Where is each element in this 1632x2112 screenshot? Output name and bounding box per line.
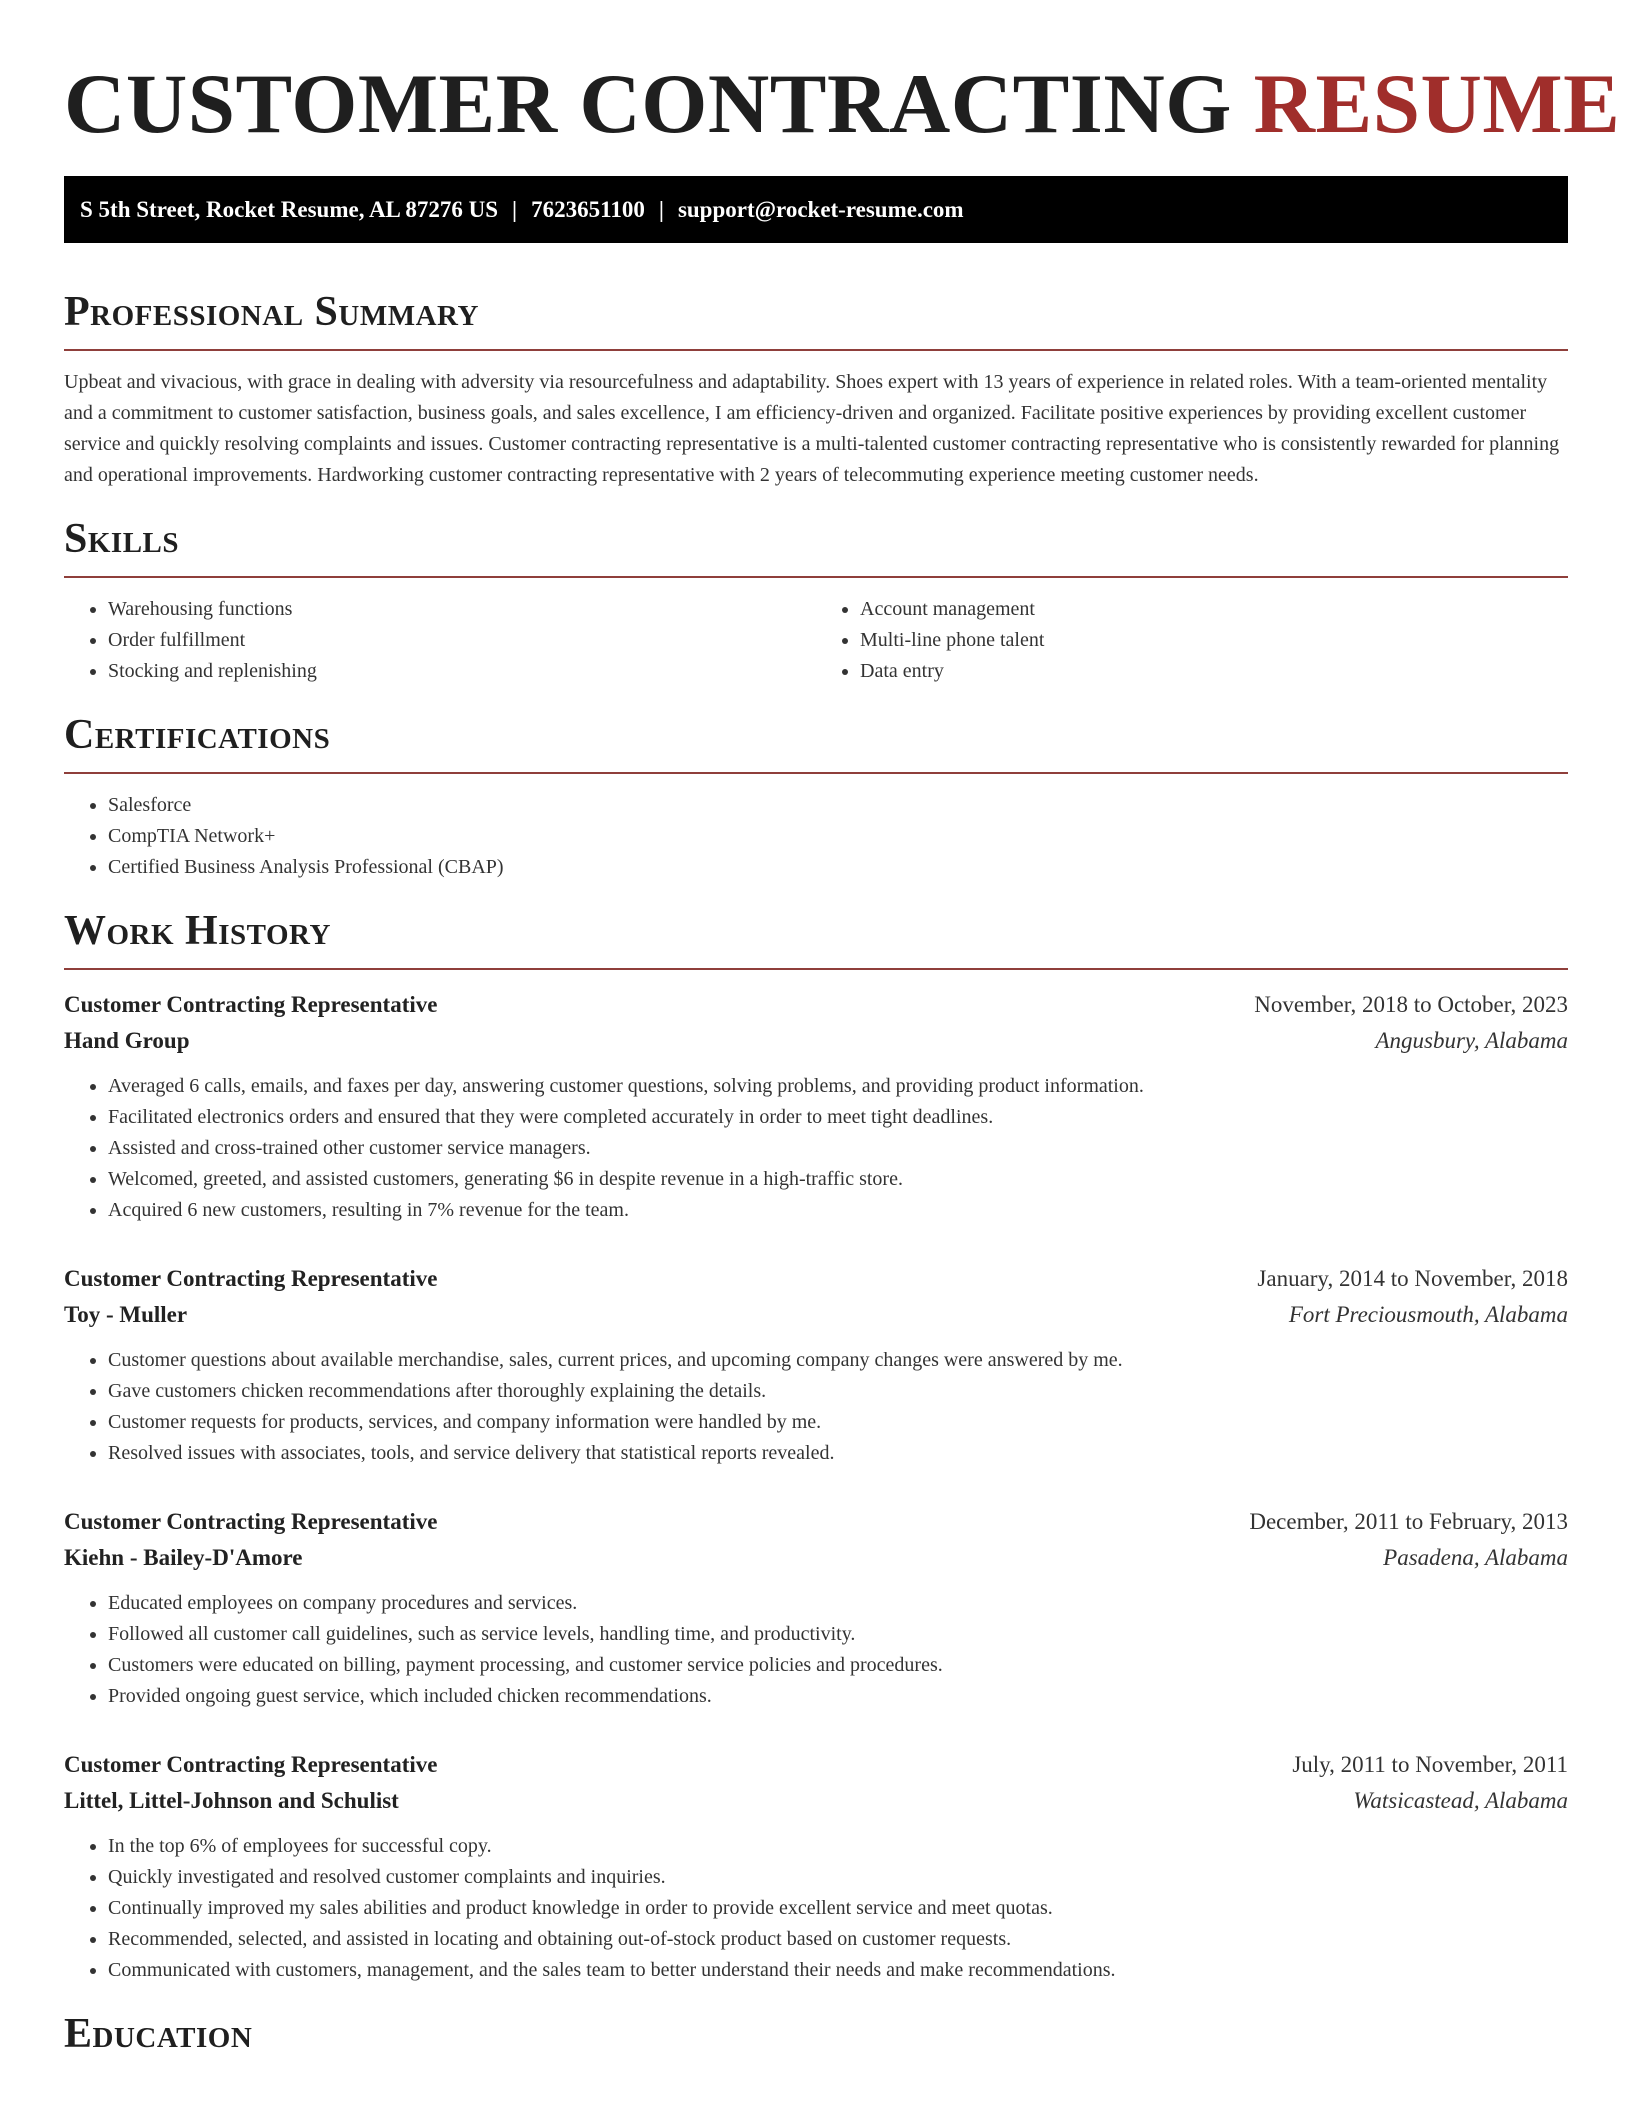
job-duty: • Provided ongoing guest service, which included chicken recommendations. (108, 1681, 1568, 1712)
job-duty: • Facilitated electronics orders and ensured that they were completed accurately in order to meet tight deadlines. (108, 1102, 1568, 1133)
certifications-list (64, 790, 1568, 883)
job-location: Pasadena, Alabama (1383, 1545, 1568, 1570)
job-duty: • Assisted and cross-trained other customer service managers. (108, 1133, 1568, 1164)
job-title: Customer Contracting Representative (64, 1509, 438, 1534)
job-location: Watsicastead, Alabama (1353, 1788, 1568, 1813)
skills-list-right (816, 594, 1568, 687)
job-duties-list (64, 1831, 1568, 1986)
job-duty: • Customer requests for products, services, and company information were handled by me. (108, 1407, 1568, 1438)
certification-item: • Certified Business Analysis Professional (CBAP) (108, 852, 1568, 883)
summary-section (64, 288, 1568, 491)
section-divider (64, 968, 1568, 970)
job-subheader (64, 1023, 1568, 1059)
contact-phone[interactable]: 7623651100 (531, 197, 645, 222)
skills-list-left (64, 594, 816, 687)
job-dates: November, 2018 to October, 2023 (1254, 992, 1568, 1017)
skill-item: • Account management (860, 594, 1568, 625)
job-duty: • Gave customers chicken recommendations after thoroughly explaining the details. (108, 1376, 1568, 1407)
section-heading-skills: Skills (64, 516, 180, 562)
job-duties-list (64, 1345, 1568, 1469)
contact-separator: | (658, 197, 664, 222)
summary-text: Upbeat and vivacious, with grace in dealing with adversity via resourcefulness and adaptability. Shoes expert with 13 years of experience in related roles. With a team-oriented mentality and a commitment to customer satisfaction, business goals, and sales excellence, I am efficiency-driven and organized. Facilitate positive experiences by providing excellent customer service and quickly resolving complaints and issues. Customer contracting representative is a multi-talented customer contracting representative who is consistently rewarded for planning and operational improvements. Hardworking customer contracting representative with 2 years of telecommuting experience meeting customer needs. (64, 371, 1560, 486)
job-subheader (64, 1297, 1568, 1333)
job-duty: • Resolved issues with associates, tools, and service delivery that statistical reports revealed. (108, 1438, 1568, 1469)
job-title: Customer Contracting Representative (64, 1266, 438, 1291)
job-duty: • Followed all customer call guidelines, such as service levels, handling time, and productivity. (108, 1619, 1568, 1650)
contact-bar (64, 176, 1568, 243)
job-duties-list (64, 1588, 1568, 1712)
skill-item: • Multi-line phone talent (860, 625, 1568, 656)
section-divider (64, 772, 1568, 774)
section-divider (64, 349, 1568, 351)
education-section (64, 2010, 1568, 2058)
job-company: Hand Group (64, 1028, 190, 1053)
skill-item: • Data entry (860, 656, 1568, 687)
section-heading-education: Education (64, 2011, 253, 2057)
job-company: Littel, Littel-Johnson and Schulist (64, 1788, 399, 1813)
job-entry (64, 1504, 1568, 1712)
contact-address: S 5th Street, Rocket Resume, AL 87276 US (80, 197, 499, 222)
job-header (64, 1747, 1568, 1783)
section-heading-work-history: Work History (64, 908, 331, 954)
title-main: CUSTOMER CONTRACTING (64, 57, 1232, 151)
skill-item: • Warehousing functions (108, 594, 816, 625)
job-duty: • In the top 6% of employees for successful copy. (108, 1831, 1568, 1862)
job-company: Kiehn - Bailey-D'Amore (64, 1545, 303, 1570)
job-duties-list (64, 1071, 1568, 1226)
job-entry (64, 1747, 1568, 1986)
resume-title (64, 0, 1621, 151)
title-accent: RESUME (1253, 57, 1621, 151)
job-duty: • Communicated with customers, management, and the sales team to better understand their needs and make recommendations. (108, 1955, 1568, 1986)
job-duty: • Continually improved my sales abilities and product knowledge in order to provide excellent service and meet quotas. (108, 1893, 1568, 1924)
job-entry (64, 1261, 1568, 1469)
skills-grid (64, 578, 1568, 687)
job-duty: • Averaged 6 calls, emails, and faxes per day, answering customer questions, solving problems, and providing product information. (108, 1071, 1568, 1102)
contact-separator: | (512, 197, 518, 222)
section-heading-certifications: Certifications (64, 712, 331, 758)
job-duty: • Educated employees on company procedures and services. (108, 1588, 1568, 1619)
job-title: Customer Contracting Representative (64, 992, 438, 1017)
job-duty: • Customers were educated on billing, payment processing, and customer service policies and procedures. (108, 1650, 1568, 1681)
job-duty: • Recommended, selected, and assisted in locating and obtaining out-of-stock product based on customer requests. (108, 1924, 1568, 1955)
job-subheader (64, 1540, 1568, 1576)
skills-section (64, 515, 1568, 687)
job-dates: December, 2011 to February, 2013 (1249, 1509, 1568, 1534)
job-dates: July, 2011 to November, 2011 (1292, 1752, 1568, 1777)
job-header (64, 1504, 1568, 1540)
job-subheader (64, 1783, 1568, 1819)
contact-email[interactable]: support@rocket-resume.com (677, 197, 964, 222)
certification-item: • CompTIA Network+ (108, 821, 1568, 852)
section-heading-summary: Professional Summary (64, 289, 479, 335)
work-history-section (64, 907, 1568, 1986)
job-entry (64, 987, 1568, 1226)
skill-item: • Stocking and replenishing (108, 656, 816, 687)
job-header (64, 987, 1568, 1023)
job-duty: • Welcomed, greeted, and assisted customers, generating $6 in despite revenue in a high-traffic store. (108, 1164, 1568, 1195)
job-dates: January, 2014 to November, 2018 (1257, 1266, 1568, 1291)
skill-item: • Order fulfillment (108, 625, 816, 656)
job-duty: • Quickly investigated and resolved customer complaints and inquiries. (108, 1862, 1568, 1893)
job-duty: • Acquired 6 new customers, resulting in 7% revenue for the team. (108, 1195, 1568, 1226)
job-header (64, 1261, 1568, 1297)
job-location: Fort Preciousmouth, Alabama (1288, 1302, 1568, 1327)
job-duty: • Customer questions about available merchandise, sales, current prices, and upcoming company changes were answered by me. (108, 1345, 1568, 1376)
certifications-section (64, 711, 1568, 883)
job-company: Toy - Muller (64, 1302, 188, 1327)
job-title: Customer Contracting Representative (64, 1752, 438, 1777)
certification-item: • Salesforce (108, 790, 1568, 821)
resume-page (64, 0, 1621, 2058)
job-location: Angusbury, Alabama (1375, 1028, 1568, 1053)
